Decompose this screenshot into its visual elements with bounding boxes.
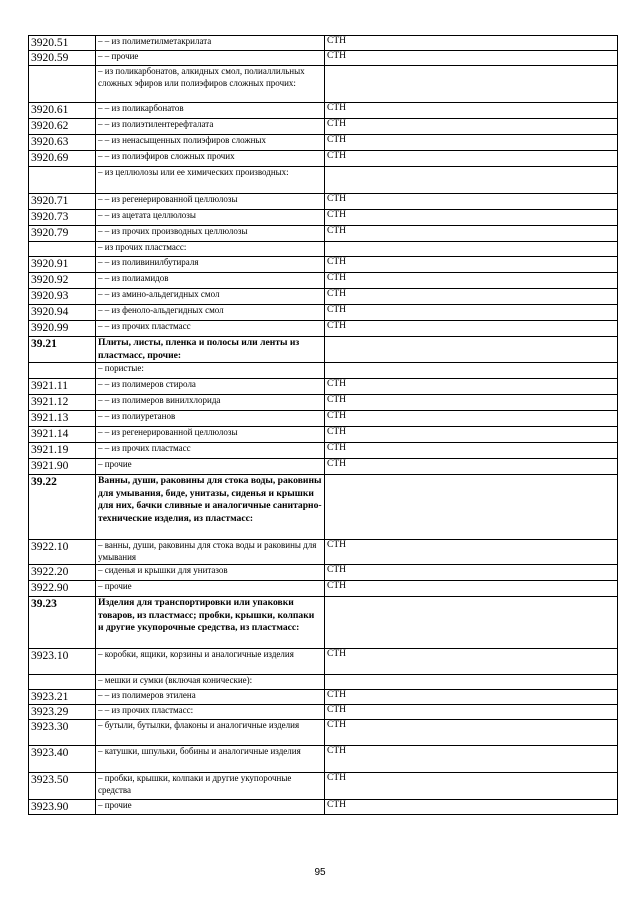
- table-row: [29, 273, 618, 289]
- code-cell: 3920.94: [29, 305, 96, 321]
- heading-row: [29, 337, 618, 363]
- description-cell: – – прочие: [96, 51, 325, 66]
- heading-row: [29, 597, 618, 649]
- description-cell: – – из полиметилметакрилата: [96, 36, 325, 51]
- requirement-cell: СТН: [325, 379, 618, 395]
- description-cell: – катушки, шпульки, бобины и аналогичные изделия: [96, 746, 325, 773]
- description-cell: – – из ацетата целлюлозы: [96, 210, 325, 226]
- requirement-cell: [325, 66, 618, 103]
- table-row: [29, 289, 618, 305]
- code-cell: 3920.73: [29, 210, 96, 226]
- table-row: [29, 119, 618, 135]
- code-cell: 3920.61: [29, 103, 96, 119]
- requirement-cell: СТН: [325, 226, 618, 242]
- table-row: [29, 411, 618, 427]
- table-row: [29, 773, 618, 800]
- requirement-cell: СТН: [325, 135, 618, 151]
- table-row: [29, 305, 618, 321]
- code-cell: [29, 363, 96, 379]
- table-row: [29, 135, 618, 151]
- table-row: [29, 66, 618, 103]
- description-cell: – из целлюлозы или ее химических производных:: [96, 167, 325, 194]
- table-row: [29, 36, 618, 51]
- code-cell: 3920.62: [29, 119, 96, 135]
- table-row: [29, 427, 618, 443]
- requirement-cell: [325, 475, 618, 540]
- description-cell: – прочие: [96, 800, 325, 815]
- code-cell: 3923.21: [29, 690, 96, 705]
- code-cell: 39.21: [29, 337, 96, 363]
- code-cell: 3920.79: [29, 226, 96, 242]
- description-cell: – прочие: [96, 459, 325, 475]
- table-row: [29, 565, 618, 581]
- requirement-cell: [325, 597, 618, 649]
- table-body: [29, 36, 618, 815]
- code-cell: [29, 242, 96, 257]
- requirement-cell: СТН: [325, 800, 618, 815]
- table-row: [29, 540, 618, 565]
- description-cell: Плиты, листы, пленка и полосы или ленты из пластмасс, прочие:: [96, 337, 325, 363]
- description-cell: – – из регенерированной целлюлозы: [96, 427, 325, 443]
- code-cell: 3920.99: [29, 321, 96, 337]
- description-cell: – – из полиамидов: [96, 273, 325, 289]
- description-cell: – прочие: [96, 581, 325, 597]
- description-cell: – из поликарбонатов, алкидных смол, полиаллильных сложных эфиров или полиэфиров сложных прочих:: [96, 66, 325, 103]
- requirement-cell: СТН: [325, 690, 618, 705]
- requirement-cell: СТН: [325, 720, 618, 746]
- description-cell: – – из прочих пластмасс: [96, 443, 325, 459]
- description-cell: – – из полиэтилентерефталата: [96, 119, 325, 135]
- code-cell: 3923.30: [29, 720, 96, 746]
- code-cell: 39.22: [29, 475, 96, 540]
- requirement-cell: [325, 675, 618, 690]
- table-row: [29, 705, 618, 720]
- code-cell: 3921.14: [29, 427, 96, 443]
- description-cell: – – из амино-альдегидных смол: [96, 289, 325, 305]
- requirement-cell: СТН: [325, 773, 618, 800]
- requirement-cell: СТН: [325, 411, 618, 427]
- table-row: [29, 226, 618, 242]
- code-cell: 3920.71: [29, 194, 96, 210]
- page-number: 95: [314, 867, 326, 878]
- code-cell: 3920.91: [29, 257, 96, 273]
- requirement-cell: СТН: [325, 51, 618, 66]
- table-row: [29, 379, 618, 395]
- description-cell: – сиденья и крышки для унитазов: [96, 565, 325, 581]
- code-cell: 39.23: [29, 597, 96, 649]
- table-row: [29, 675, 618, 690]
- code-cell: [29, 66, 96, 103]
- requirement-cell: СТН: [325, 289, 618, 305]
- code-cell: [29, 167, 96, 194]
- description-cell: – – из прочих производных целлюлозы: [96, 226, 325, 242]
- description-cell: – – из ненасыщенных полиэфиров сложных: [96, 135, 325, 151]
- description-cell: – из прочих пластмасс:: [96, 242, 325, 257]
- code-cell: 3921.13: [29, 411, 96, 427]
- requirement-cell: СТН: [325, 746, 618, 773]
- requirement-cell: СТН: [325, 395, 618, 411]
- table-row: [29, 690, 618, 705]
- requirement-cell: [325, 167, 618, 194]
- description-cell: – ванны, души, раковины для стока воды и раковины для умывания: [96, 540, 325, 565]
- code-cell: 3923.40: [29, 746, 96, 773]
- table-row: [29, 363, 618, 379]
- requirement-cell: СТН: [325, 273, 618, 289]
- requirement-cell: СТН: [325, 540, 618, 565]
- requirement-cell: СТН: [325, 36, 618, 51]
- requirement-cell: [325, 363, 618, 379]
- code-cell: 3920.93: [29, 289, 96, 305]
- code-cell: 3921.90: [29, 459, 96, 475]
- requirement-cell: СТН: [325, 581, 618, 597]
- table-row: [29, 194, 618, 210]
- requirement-cell: СТН: [325, 305, 618, 321]
- table-row: [29, 242, 618, 257]
- table-row: [29, 395, 618, 411]
- description-cell: – бутыли, бутылки, флаконы и аналогичные изделия: [96, 720, 325, 746]
- description-cell: – пробки, крышки, колпаки и другие укупорочные средства: [96, 773, 325, 800]
- table-row: [29, 167, 618, 194]
- code-cell: 3923.10: [29, 649, 96, 675]
- table-row: [29, 321, 618, 337]
- code-cell: 3920.63: [29, 135, 96, 151]
- table-row: [29, 51, 618, 66]
- table-row: [29, 151, 618, 167]
- description-cell: – – из поливинилбутираля: [96, 257, 325, 273]
- requirement-cell: СТН: [325, 321, 618, 337]
- requirement-cell: СТН: [325, 194, 618, 210]
- requirement-cell: [325, 337, 618, 363]
- description-cell: – – из регенерированной целлюлозы: [96, 194, 325, 210]
- description-cell: – – из прочих пластмасс:: [96, 705, 325, 720]
- table-row: [29, 649, 618, 675]
- code-cell: 3920.92: [29, 273, 96, 289]
- requirement-cell: СТН: [325, 119, 618, 135]
- code-cell: 3921.12: [29, 395, 96, 411]
- code-cell: 3922.10: [29, 540, 96, 565]
- heading-row: [29, 475, 618, 540]
- description-cell: – коробки, ящики, корзины и аналогичные изделия: [96, 649, 325, 675]
- code-cell: 3923.90: [29, 800, 96, 815]
- code-cell: 3922.90: [29, 581, 96, 597]
- table-row: [29, 581, 618, 597]
- description-cell: – – из полимеров этилена: [96, 690, 325, 705]
- tariff-table: [28, 35, 618, 815]
- description-cell: Ванны, души, раковины для стока воды, раковины для умывания, биде, унитазы, сиденья и крышки для них, бачки сливные и аналогичные санитарно-технические изделия, из пластмасс:: [96, 475, 325, 540]
- table-row: [29, 210, 618, 226]
- requirement-cell: СТН: [325, 210, 618, 226]
- code-cell: [29, 675, 96, 690]
- description-cell: – пористые:: [96, 363, 325, 379]
- code-cell: 3922.20: [29, 565, 96, 581]
- description-cell: – мешки и сумки (включая конические):: [96, 675, 325, 690]
- requirement-cell: СТН: [325, 565, 618, 581]
- requirement-cell: СТН: [325, 151, 618, 167]
- description-cell: – – из полимеров стирола: [96, 379, 325, 395]
- description-cell: – – из прочих пластмасс: [96, 321, 325, 337]
- code-cell: 3923.50: [29, 773, 96, 800]
- description-cell: – – из полиэфиров сложных прочих: [96, 151, 325, 167]
- requirement-cell: СТН: [325, 649, 618, 675]
- table-row: [29, 257, 618, 273]
- description-cell: – – из полиуретанов: [96, 411, 325, 427]
- requirement-cell: СТН: [325, 705, 618, 720]
- table-row: [29, 459, 618, 475]
- table-row: [29, 103, 618, 119]
- code-cell: 3921.19: [29, 443, 96, 459]
- requirement-cell: СТН: [325, 103, 618, 119]
- requirement-cell: СТН: [325, 427, 618, 443]
- description-cell: – – из поликарбонатов: [96, 103, 325, 119]
- description-cell: Изделия для транспортировки или упаковки товаров, из пластмасс; пробки, крышки, колпаки и другие укупорочные средства, из пластмасс:: [96, 597, 325, 649]
- description-cell: – – из полимеров винилхлорида: [96, 395, 325, 411]
- requirement-cell: СТН: [325, 443, 618, 459]
- requirement-cell: СТН: [325, 257, 618, 273]
- code-cell: 3920.69: [29, 151, 96, 167]
- code-cell: 3923.29: [29, 705, 96, 720]
- table-row: [29, 800, 618, 815]
- table-row: [29, 443, 618, 459]
- requirement-cell: СТН: [325, 459, 618, 475]
- code-cell: 3921.11: [29, 379, 96, 395]
- requirement-cell: [325, 242, 618, 257]
- description-cell: – – из феноло-альдегидных смол: [96, 305, 325, 321]
- table-row: [29, 720, 618, 746]
- code-cell: 3920.51: [29, 36, 96, 51]
- table-row: [29, 746, 618, 773]
- code-cell: 3920.59: [29, 51, 96, 66]
